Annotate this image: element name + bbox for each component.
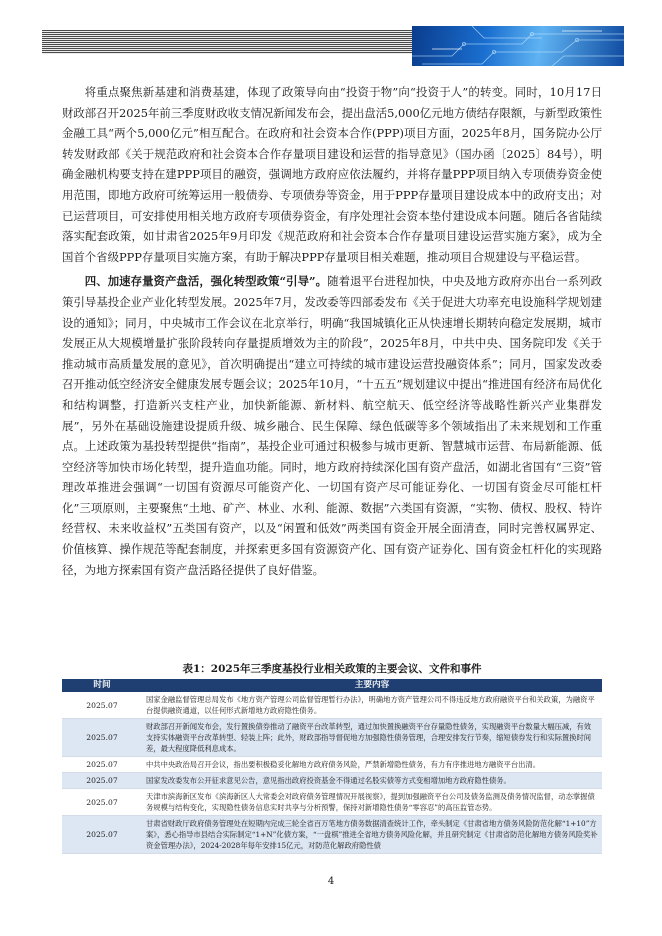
content-cell: 国家发改委发布公开征求意见公告，意见指出政府投资基金不得通过名股实债等方式变相增加地方政府隐性债务。	[142, 773, 602, 789]
header-banner-image	[412, 26, 624, 66]
table-header-row	[62, 679, 602, 692]
table-row	[62, 692, 602, 719]
content-cell: 财政部召开新闻发布会，发行置换债券推动了融资平台改革转型，通过加快置换融资平台存量隐性债务，实现融资平台数量大幅压减，有效支持实体融资平台改革转型、轻装上阵；此外，财政部指导督促地方加强隐性债务管理，合理安排发行节奏，缩短债券发行和实际置换时间差，最大程度降低利息成本。	[142, 719, 602, 757]
column-header-content: 主要内容	[142, 679, 602, 692]
table-title: 表1：2025年三季度基投行业相关政策的主要会议、文件和事件	[182, 663, 482, 675]
table-row	[62, 757, 602, 773]
content-cell: 中共中央政治局召开会议，指出要积极稳妥化解地方政府债务风险，严禁新增隐性债务，有力有序推进地方融资平台出清。	[142, 757, 602, 773]
section-body: 随着退平台进程加快，中央及地方政府亦出台一系列政策引导基投企业产业化转型发展。2025年7月，发改委等四部委发布《关于促进大功率充电设施科学规划建设的通知》；同月，中央城市工作会议在北京举行，明确“我国城镇化正从快速增长期转向稳定发展期，城市发展正从大规模增量扩张阶段转向存量提质增效为主的阶段”，2025年8月，中共中央、国务院印发《关于推动城市高质量发展的意见》，首次明确提出“建立可持续的城市建设运营投融资体系”；同月，国家发改委召开推动低空经济安全健康发展专题会议；2025年10月，“十五五”规划建议中提出“推进国有经济布局优化和结构调整，打造新兴支柱产业，加快新能源、新材料、航空航天、低空经济等战略性新兴产业集群发展”，另外在基础设施建设提质升级、城乡融合、民生保障、绿色低碳等多个领域指出了未来规划和工作重点。上述政策为基投转型提供“指南”，基投企业可通过积极参与城市更新、智慧城市运营、布局新能源、低空经济等加快市场化转型，提升造血功能。同时，地方政府持续深化国有资产盘活，如湖北省国有“三资”管理改革推进会强调“一切国有资源尽可能资产化、一切国有资产尽可能证券化、一切国有资金尽可能杠杆化”三项原则，主要聚焦“土地、矿产、林业、水利、能源、数据”六类国有资源，“实物、债权、股权、特许经营权、未来收益权”五类国有资产，以及“闲置和低效”两类国有资金开展全面清查，同时完善权属界定、价值核算、操作规范等配套制度，并探索更多国有资源资产化、国有资产证券化、国有资金杠杆化的实现路径，为地方探索国有资产盘活路径提供了良好借鉴。	[62, 274, 602, 577]
date-cell: 2025.07	[62, 719, 142, 757]
table-row	[62, 816, 602, 854]
table-row	[62, 789, 602, 816]
page-header	[0, 0, 662, 66]
content-cell: 天津市滨海新区发布《滨海新区人大常委会对政府债务管理情况开展视察》，提到加强融资平台公司及债务监测及债务情况监督，动态掌握债务规模与结构变化，实现隐性债务信息实时共享与分析预警，保持对新增隐性债务“零容忍”的高压监管态势。	[142, 789, 602, 816]
content-cell: 甘肃省财政厅政府债务管理处在短期内完成三轮全省百万笔地方债务数据清查统计工作，牵头制定《甘肃省地方债务风险防范化解“1+10”方案》，悉心指导市县结合实际制定“1+N”化债方案，“一盘棋”推进全省地方债务风险化解，并且研究制定《甘肃省防范化解地方债务风险奖补资金管理办法》，2024-2028年每年安排15亿元，对防范化解政府隐性债	[142, 816, 602, 854]
table-row	[62, 773, 602, 789]
date-cell: 2025.07	[62, 773, 142, 789]
policy-table-section	[62, 662, 602, 854]
body-paragraph-1: 将重点聚焦新基建和消费基建，体现了政策导向由“投资于物”向“投资于人”的转变。同时，10月17日财政部召开2025年前三季度财政收支情况新闻发布会，提出盘活5,000亿元地方债结存限额，与新型政策性金融工具“两个5,000亿元”相互配合。在政府和社会资本合作(PPP)项目方面，2025年8月，国务院办公厅转发财政部《关于规范政府和社会资本合作存量项目建设和运营的指导意见》（国办函〔2025〕84号），明确金融机构要支持在建PPP项目的融资，强调地方政府应依法履约，并将存量PPP项目纳入专项债券资金使用范围，即地方政府可统筹运用一般债券、专项债券等资金，用于PPP存量项目建设成本中的政府支出；对已运营项目，可安排使用相关地方政府专项债券资金，有序处理社会资本垫付建设成本问题。随后各省陆续落实配套政策，如甘肃省2025年9月印发《规范政府和社会资本合作存量项目建设运营实施方案》，成为全国首个省级PPP存量项目实施方案，有助于解决PPP存量项目相关难题，推动项目合规建设与平稳运营。	[62, 85, 603, 264]
section-heading: 四、加速存量资产盘活，强化转型政策“引导”。	[84, 274, 328, 289]
column-header-date: 时间	[62, 679, 142, 692]
body-paragraph-2	[62, 271, 602, 580]
main-content	[62, 82, 602, 580]
table-row	[62, 719, 602, 757]
page-number: 4	[327, 876, 335, 887]
date-cell: 2025.07	[62, 789, 142, 816]
date-cell: 2025.07	[62, 692, 142, 719]
header-stripe-decoration	[42, 30, 412, 54]
policy-table	[62, 679, 602, 854]
circuit-pattern-icon	[412, 26, 624, 66]
date-cell: 2025.07	[62, 757, 142, 773]
date-cell: 2025.07	[62, 816, 142, 854]
content-cell: 国家金融监督管理总局发布《地方资产管理公司监督管理暂行办法》，明确地方资产管理公司不得违反地方政府融资平台和关政策，为融资平台提供融资通道，以任何形式新增地方政府隐性债务。	[142, 692, 602, 719]
